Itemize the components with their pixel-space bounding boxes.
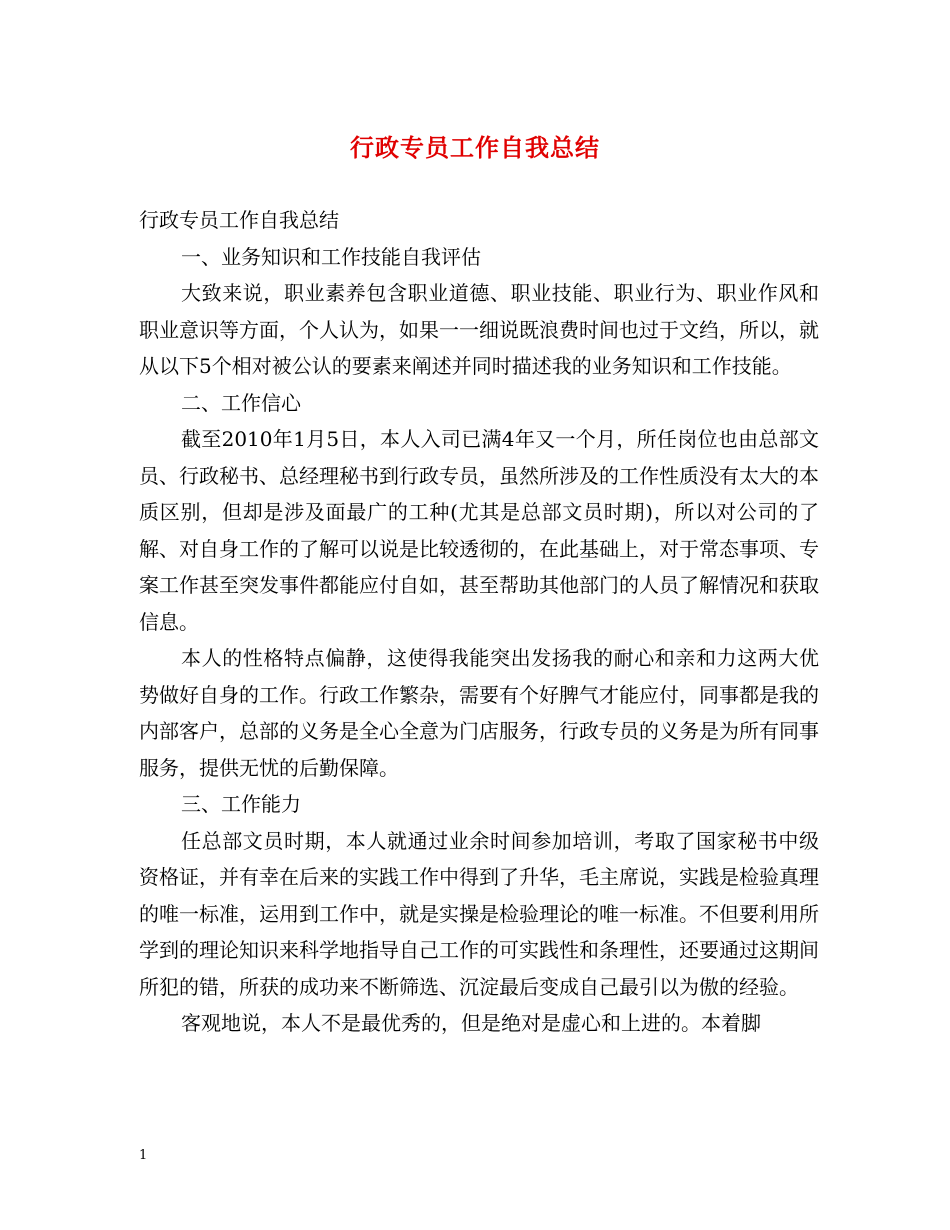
paragraph: 本人的性格特点偏静，这使得我能突出发扬我的耐心和亲和力这两大优势做好自身的工作。行政工作繁杂，需要有个好脾气才能应付，同事都是我的内部客户，总部的义务是全心全意为门店服务，行政专员的义务是为所有同事服务，提供无忧的后勤保障。: [139, 646, 819, 780]
section-heading-3: 三、工作能力: [181, 792, 301, 816]
document-body: [139, 202, 819, 1042]
page-number: 1: [139, 1148, 148, 1163]
paragraph: 大致来说，职业素养包含职业道德、职业技能、职业行为、职业作风和职业意识等方面，个人认为，如果一一细说既浪费时间也过于文绉，所以，就从以下5个相对被公认的要素来阐述并同时描述我的业务知识和工作技能。: [139, 281, 819, 378]
document-title: 行政专员工作自我总结: [350, 133, 600, 162]
section-heading-1: 一、业务知识和工作技能自我评估: [181, 244, 481, 269]
paragraph-heading: 行政专员工作自我总结: [139, 208, 339, 232]
paragraph: 截至2010年1月5日，本人入司已满4年又一个月，所任岗位也由总部文员、行政秘书、总经理秘书到行政专员，虽然所涉及的工作性质没有太大的本质区别，但却是涉及面最广的工种(尤其是总部文员时期)，所以对公司的了解、对自身工作的了解可以说是比较透彻的，在此基础上，对于常态事项、专案工作甚至突发事件都能应付自如，甚至帮助其他部门的人员了解情况和获取信息。: [139, 427, 819, 634]
paragraph: 任总部文员时期，本人就通过业余时间参加培训，考取了国家秘书中级资格证，并有幸在后来的实践工作中得到了升华，毛主席说，实践是检验真理的唯一标准，运用到工作中，就是实操是检验理论的唯一标准。不但要利用所学到的理论知识来科学地指导自己工作的可实践性和条理性，还要通过这期间所犯的错，所获的成功来不断筛选、沉淀最后变成自己最引以为傲的经验。: [139, 828, 819, 999]
section-heading-2: 二、工作信心: [181, 390, 301, 415]
paragraph: 客观地说，本人不是最优秀的，但是绝对是虚心和上进的。本着脚: [181, 1011, 761, 1035]
